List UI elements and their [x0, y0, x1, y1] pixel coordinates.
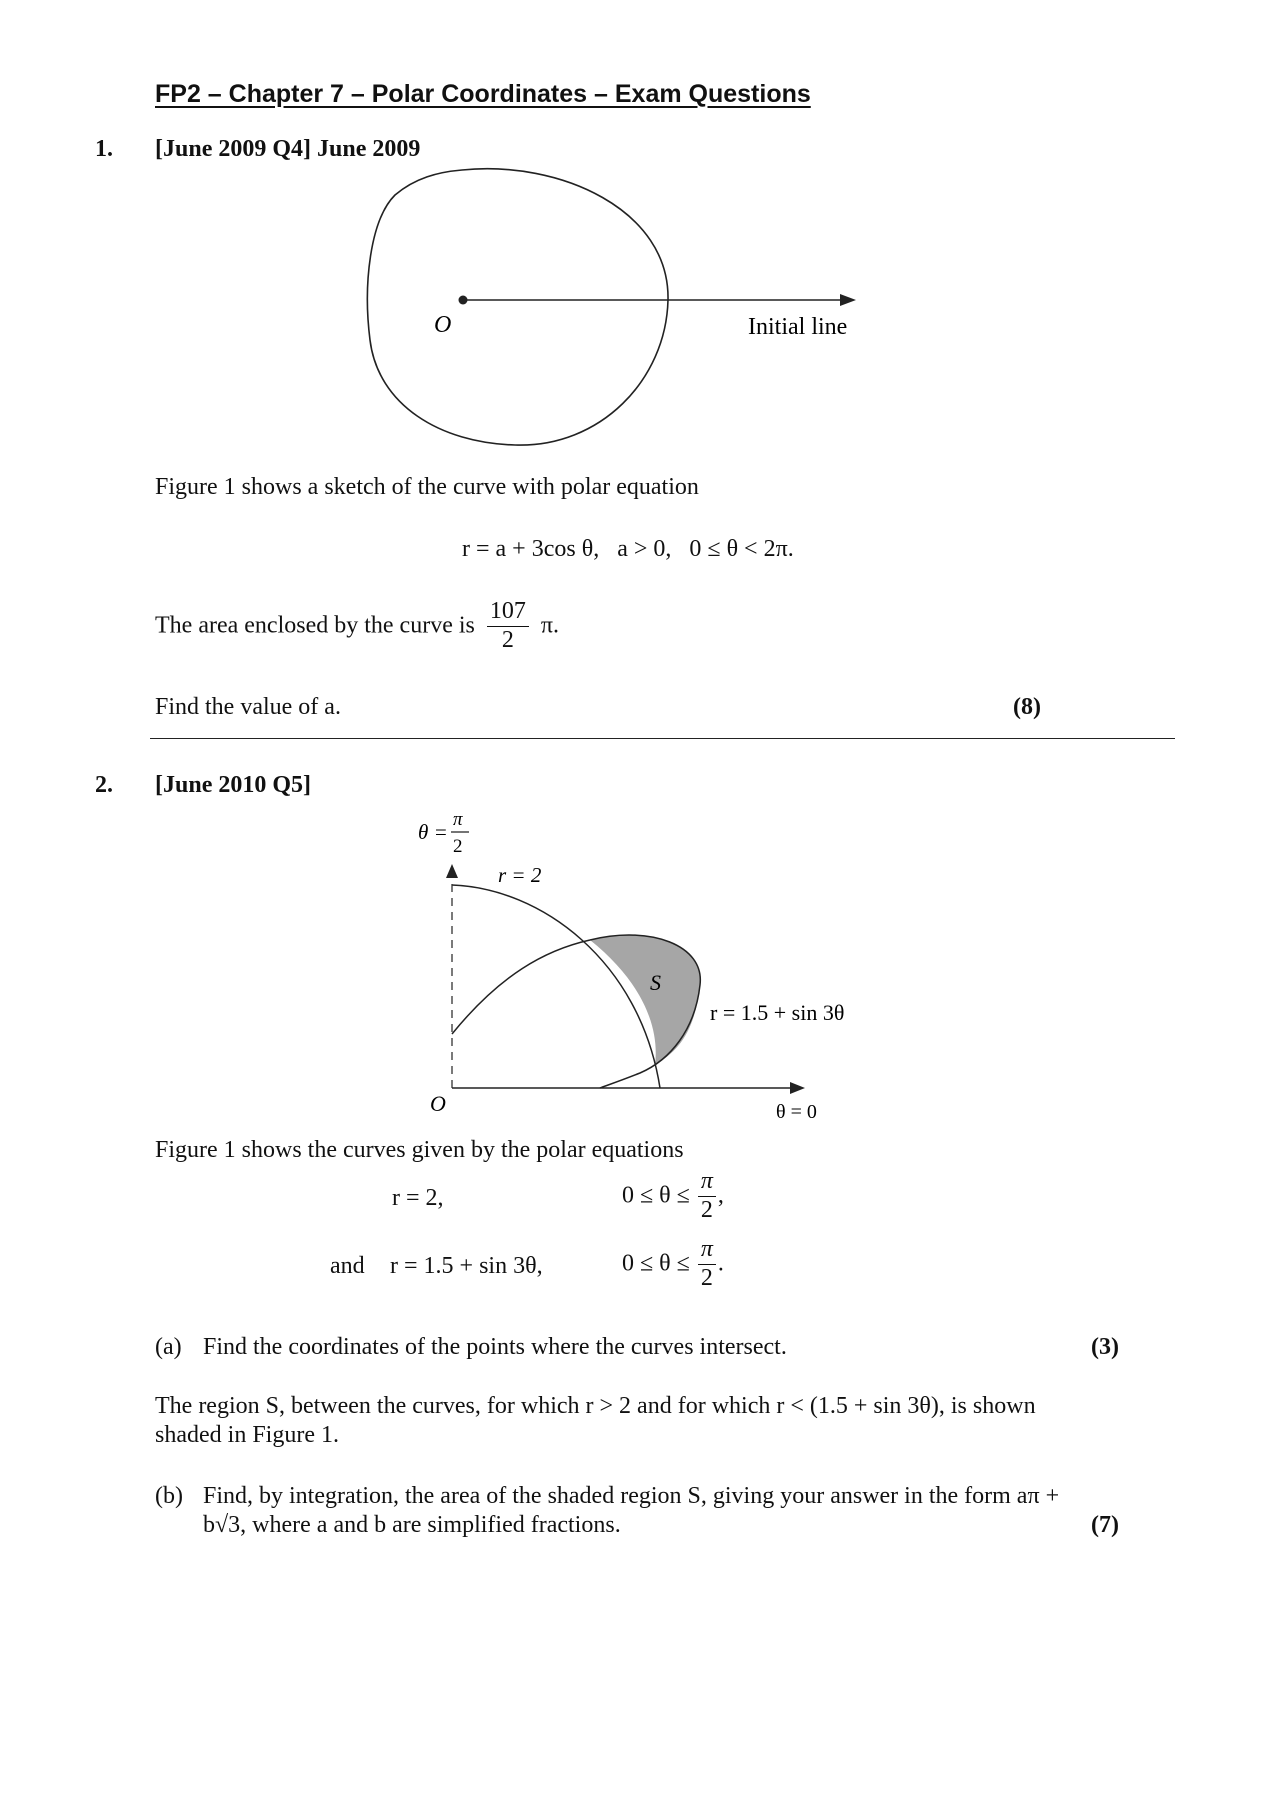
initial-line-label: Initial line [748, 314, 848, 340]
theta-top-label: θ = [418, 820, 448, 844]
q1-area-text: The area enclosed by the curve is [155, 612, 475, 639]
q2-eq2-range-text: 0 ≤ θ ≤ [622, 1250, 690, 1277]
q1-equation-cond1: a > 0, [617, 536, 672, 562]
theta-top-pi: π [453, 809, 463, 830]
q1-area-suffix: π. [540, 612, 559, 639]
q2-part-b-marks: (7) [1091, 1512, 1119, 1538]
q2-part-a-text: Find the coordinates of the points where the curves intersect. [203, 1334, 787, 1360]
q2-part-a-marks: (3) [1091, 1334, 1119, 1360]
q2-part-b-line1: Find, by integration, the area of the shaded region S, giving your answer in the form aπ + [203, 1483, 1060, 1509]
q2-eq1-fraction [698, 1168, 716, 1224]
q2-region-line2: shaded in Figure 1. [155, 1422, 339, 1448]
q2-eq1-range-text: 0 ≤ θ ≤ [622, 1182, 690, 1209]
pole-label: O [434, 312, 452, 338]
horizontal-axis-arrowhead [790, 1082, 805, 1094]
q2-eq1-range [622, 1168, 724, 1224]
q2-eq1-lhs: r = 2, [392, 1185, 444, 1211]
q1-equation-lhs: r = a + 3cos θ, [462, 536, 600, 562]
q2-eq1-denominator: 2 [700, 1196, 713, 1223]
page-title: FP2 – Chapter 7 – Polar Coordinates – Exam Questions [155, 80, 811, 108]
q2-eq2-numerator: π [698, 1236, 716, 1265]
q2-eq2-end: . [717, 1250, 724, 1277]
q2-part-b-label: (b) [155, 1483, 183, 1509]
q1-equation-cond2: 0 ≤ θ < 2π. [689, 536, 794, 562]
circle-arc-r2 [452, 885, 660, 1088]
q2-eq1-numerator: π [698, 1168, 716, 1197]
q1-intro: Figure 1 shows a sketch of the curve with polar equation [155, 474, 699, 500]
q2-part-b-line2: b√3, where a and b are simplified fractions. [203, 1512, 621, 1538]
shaded-region-s [590, 935, 700, 1065]
region-s-label: S [650, 970, 661, 995]
q2-eq2-denominator: 2 [700, 1264, 713, 1291]
q1-area-denominator: 2 [501, 626, 514, 653]
question-1-heading: [June 2009 Q4] June 2009 [155, 136, 421, 162]
pole-label-q2: O [430, 1091, 446, 1116]
q1-find-text: Find the value of a. [155, 694, 341, 720]
question-2-heading: [June 2010 Q5] [155, 772, 311, 798]
q2-region-line1: The region S, between the curves, for which r > 2 and for which r < (1.5 + sin 3θ), is shown [155, 1393, 1036, 1419]
q2-part-a-label: (a) [155, 1334, 182, 1360]
q2-intro: Figure 1 shows the curves given by the polar equations [155, 1137, 684, 1163]
q1-area-numerator: 107 [487, 598, 529, 627]
q2-eq2-and: and [330, 1253, 365, 1279]
q2-eq2-lhs: r = 1.5 + sin 3θ, [390, 1253, 543, 1279]
q2-eq2-fraction [698, 1236, 716, 1292]
q2-eq2-range [622, 1236, 724, 1292]
q2-eq1-end: , [717, 1182, 724, 1209]
theta-top-two: 2 [453, 836, 463, 857]
question-2-number: 2. [95, 772, 113, 798]
r2-label: r = 2 [498, 863, 542, 887]
q1-marks: (8) [1013, 694, 1041, 720]
vertical-axis-arrowhead [446, 864, 458, 878]
theta-zero-label: θ = 0 [776, 1101, 817, 1123]
rose-curve-label: r = 1.5 + sin 3θ [710, 1000, 845, 1025]
question-1-number: 1. [95, 136, 113, 162]
